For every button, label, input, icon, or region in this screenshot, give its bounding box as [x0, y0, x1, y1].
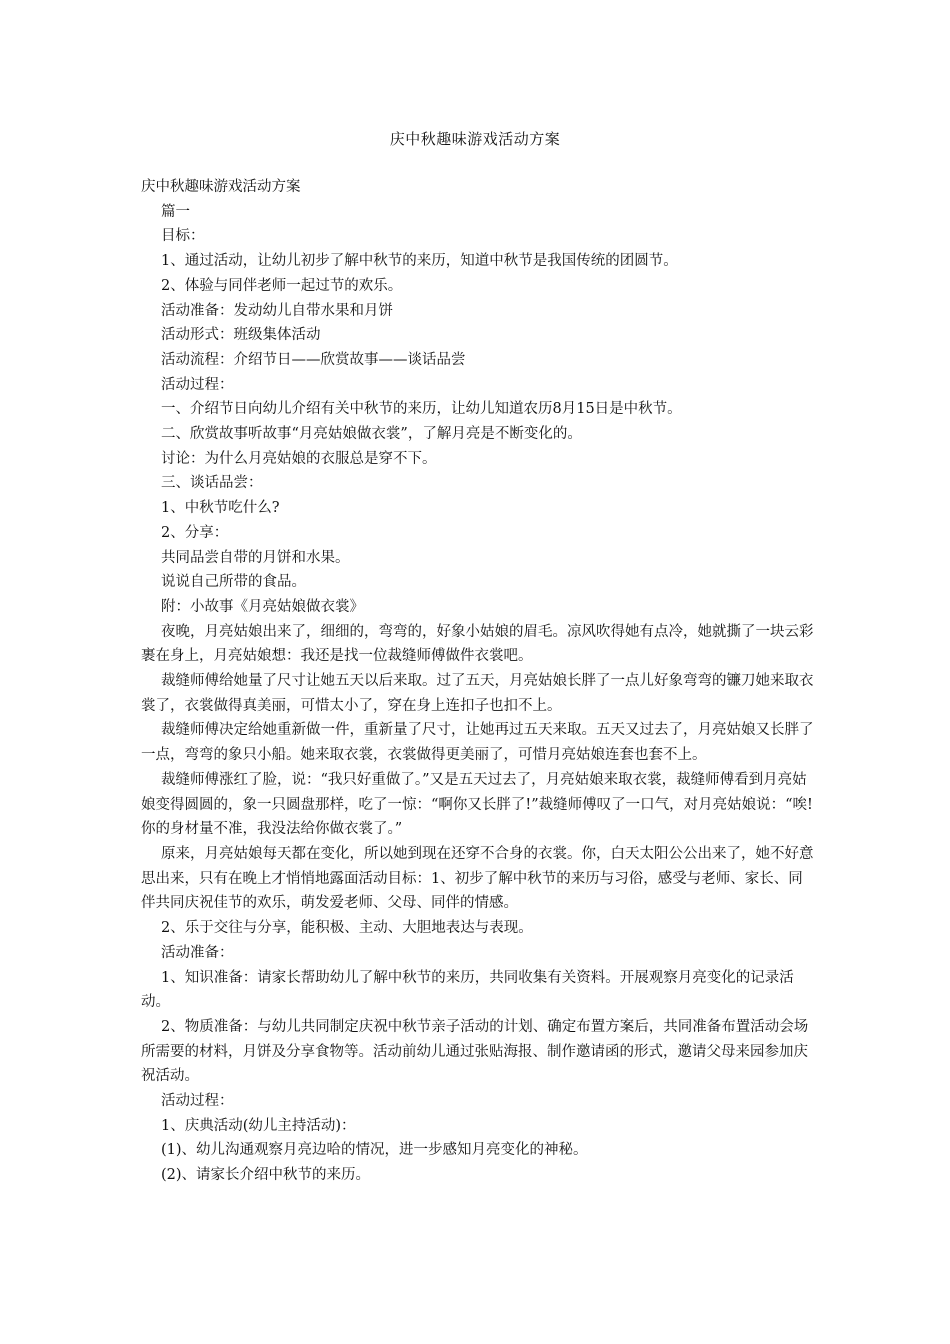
document-body: [141, 175, 815, 1188]
paragraph: (2)、请家长介绍中秋节的来历。: [161, 1167, 371, 1184]
paragraph: 裁缝师傅涨红了脸，说：“我只好重做了。”又是五天过去了，月亮姑娘来取衣裳，裁缝师傅看到月亮姑娘变得圆圆的，象一只圆盘那样，吃了一惊：“啊你又长胖了!”裁缝师傅叹了一口气，对月亮姑娘说：“唉!你的身材量不准，我没法给你做衣裳了。”: [141, 771, 813, 838]
paragraph: 夜晚，月亮姑娘出来了，细细的，弯弯的，好象小姑娘的眉毛。凉风吹得她有点冷，她就撕了一块云彩裹在身上，月亮姑娘想：我还是找一位裁缝师傅做件衣裳吧。: [141, 623, 814, 665]
paragraph: 1、中秋节吃什么?: [161, 500, 280, 517]
paragraph: 篇一: [161, 203, 190, 220]
paragraph: 讨论：为什么月亮姑娘的衣服总是穿不下。: [161, 450, 437, 467]
paragraph: 三、谈话品尝：: [161, 475, 263, 492]
paragraph: 2、乐于交往与分享，能积极、主动、大胆地表达与表现。: [161, 920, 533, 937]
paragraph: 目标：: [161, 228, 205, 245]
paragraph: 活动形式：班级集体活动: [161, 327, 321, 344]
paragraph: (1)、幼儿沟通观察月亮边哈的情况，进一步感知月亮变化的神秘。: [161, 1142, 588, 1159]
paragraph: 原来，月亮姑娘每天都在变化，所以她到现在还穿不合身的衣裳。你，白天太阳公公出来了，她不好意思出来，只有在晚上才悄悄地露面活动目标：1、初步了解中秋节的来历与习俗，感受与老师、家长、同伴共同庆祝佳节的欢乐，萌发爱老师、父母、同伴的情感。: [141, 845, 814, 912]
paragraph: 裁缝师傅给她量了尺寸让她五天以后来取。过了五天，月亮姑娘长胖了一点儿好象弯弯的镰刀她来取衣裳了，衣裳做得真美丽，可惜太小了，穿在身上连扣子也扣不上。: [141, 673, 814, 714]
paragraph: 二、欣赏故事听故事“月亮姑娘做衣裳”，了解月亮是不断变化的。: [161, 426, 582, 443]
paragraph: 1、通过活动，让幼儿初步了解中秋节的来历，知道中秋节是我国传统的团圆节。: [161, 253, 678, 270]
paragraph: 庆中秋趣味游戏活动方案: [141, 179, 301, 195]
paragraph: 2、物质准备：与幼儿共同制定庆祝中秋节亲子活动的计划、确定布置方案后，共同准备布置活动会场所需要的材料，月饼及分享食物等。活动前幼儿通过张贴海报、制作邀请函的形式，邀请父母来园参加庆祝活动。: [141, 1018, 809, 1085]
paragraph: 说说自己所带的食品。: [161, 574, 306, 591]
document-title: 庆中秋趣味游戏活动方案: [389, 130, 561, 148]
paragraph: 2、体验与同伴老师一起过节的欢乐。: [161, 277, 403, 294]
paragraph: 1、庆典活动(幼儿主持活动)：: [161, 1117, 356, 1134]
paragraph: 活动准备：发动幼儿自带水果和月饼: [161, 302, 393, 319]
paragraph: 活动过程：: [161, 1093, 234, 1110]
paragraph: 裁缝师傅决定给她重新做一件，重新量了尺寸，让她再过五天来取。五天又过去了，月亮姑娘又长胖了一点，弯弯的象只小船。她来取衣裳，衣裳做得更美丽了，可惜月亮姑娘连套也套不上。: [141, 722, 814, 764]
paragraph: 活动过程：: [161, 376, 234, 393]
paragraph: 一、介绍节日向幼儿介绍有关中秋节的来历，让幼儿知道农历8月15日是中秋节。: [161, 401, 682, 418]
paragraph: 共同品尝自带的月饼和水果。: [161, 549, 350, 566]
paragraph: 活动流程：介绍节日——欣赏故事——谈话品尝: [161, 351, 466, 368]
paragraph: 1、知识准备：请家长帮助幼儿了解中秋节的来历，共同收集有关资料。开展观察月亮变化的记录活动。: [141, 969, 794, 1011]
paragraph: 2、分享：: [161, 524, 229, 541]
paragraph: 活动准备：: [161, 944, 234, 961]
paragraph: 附：小故事《月亮姑娘做衣裳》: [161, 598, 364, 615]
